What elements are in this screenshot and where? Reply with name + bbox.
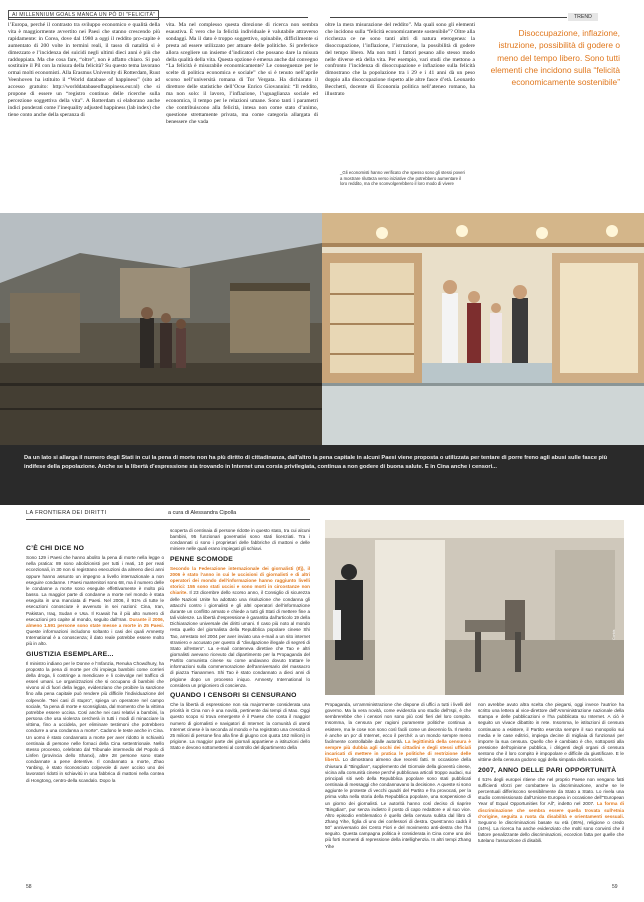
section-tag-trend: TREND: [568, 13, 598, 21]
header-rule-right: [330, 17, 567, 18]
paragraph: Il 51% degli europei ritiene che nel proprio Paese non vengano fatti sufficienti sforzi per combattere la discriminazione, anche se le percentuali differiscono sensibilmente da Stato a Stato. Lo rivela una studio commissionato dall’Unione Europea in occasione dell’“European Year of Equal Opportunities for All”, indetto nel 2007.: [478, 776, 624, 807]
section-banner: [0, 445, 644, 505]
section-rule: [26, 519, 310, 520]
highlight-text: La legittimità della censura è sempre più dubbia agli occhi dei cittadini e degli stessi ufficiali incaricati di mettere in pratica le politiche di restrizione delle libertà.: [325, 738, 471, 763]
banner-text: Da un lato si allarga il numero degli Stati in cui la pena di morte non ha più diritto di cittadinanza, dall’altro la pena capitale in alcuni Paesi viene proposta o utilizzata per tentare di porre freno agli abusi sulle fasce più indifese della popolazione. Anche se la libertà d’espressione sta trovando in Internet una corsia privilegiata, continua a non godere di buona salute. E in Cina anche i censori...: [24, 455, 608, 470]
body-column-4: [478, 702, 624, 844]
section-title: LA FRONTIERA DEI DIRITTI: [26, 510, 107, 516]
paragraph: Propaganda, un’amministrazione che dispone di uffici a tutti i livelli del governo. Ma la vera novità, come evidenzia uno studio dell’Ispi, è che sembrerebbe che i censori non sono più così fieri del loro compito. Insomma, la censura per ragioni puramente politiche continua a esistere, ma le cose non sono così facili come un decennio fa. Il merito è anche un po’ di Internet, ecco il perché: a un mondo sempre meno facilmente controllabile dalle autorità.: [325, 702, 471, 744]
photo-caption: _Gli economisti hanno verificato che spesso sono gli stessi poveri a mostrare rilutteza verso iniziative che potrebbero aumentare il loro reddito, ma che sconvolgerebbero il loro modo di vivere: [340, 170, 465, 187]
pull-quote: Disoccupazione, inflazione, istruzione, possibilità di godere o meno del tempo libero. Sono tutti elementi che incidono sulla “felicità economicamente sostenibile”: [490, 28, 620, 88]
header-rule-left: [8, 17, 308, 18]
paragraph: Queste informazioni includono soltanto i casi dei quali Amnesty International è a conoscenza; il dato reale potrebbe essere molto più in alto.: [26, 629, 164, 647]
subheading-pari-opportunita: 2007, ANNO DELLE PARI OPPORTUNITÀ: [478, 766, 617, 774]
body-column-2: [170, 528, 310, 751]
paragraph: scoperta di centinaia di persone ridotte in questo stato, tra cui alcuni bambini, 95 funzionari governativi sono stati licenziati. Tra i condannati ci sono i proprietari delle fabbriche di mattoni e delle miniere nelle quali erano impiegati gli schiavi.: [170, 528, 310, 552]
photo-strip: [0, 213, 644, 445]
subheading-giustizia: GIUSTIZIA ESEMPLARE...: [26, 650, 114, 658]
article-column-1: l’Europa, perché il contrasto tra sviluppo economico e qualità della vita è maggiormente avvertito nei Paesi che stanno crescendo più rapidamente: in Corea, dove dal 1980 a oggi il reddito pro-capite è aumentato di 200 volte in termini reali, il tasso di natalità si è dimezzato e l’incidenza dei suicidi negli ultimi dieci anni è più che raddoppiata. Ma che cosa fare, “oltre”, non è affatto chiaro. Si può sostituire il Pil con la misura della felicità? Su questo tema lavorano ormai molti economisti. Alla Erasmus University di Rotterdam, Ruut Veenhoven ha istituito il “World database of happiness” (sito ad accesso gratuito: http://worlddatabaseofhappiness.eur.nl) che si propone di essere un “registro continuo delle ricerche sulla percezione soggettiva della vita”. A Rotterdam si elaborano anche indici ponderati come l’inequality adjusted happiness (lab index) che tiene conto anche della speranza di: [8, 22, 160, 118]
page-number-right: 59: [612, 884, 618, 890]
article-column-3: oltre la mera misurazione del reddito”. Ma quali sono gli elementi che incidono sulla “felicità economicamente sostenibile”? Oltre alla ricchezza ce ne sono tanti altri di natura eterogenea: la disoccupazione, l’inflazione, l’istruzione, la possibilità di godere del tempo libero. Ma non tutti i fattori pesano allo stesso modo nelle diverse età della vita. Per esempio, vari studi che mettono a confronto l’incidenza di disoccupazione e inflazione sulla felicità dimostrano che la popolazione tra i 29 e i 41 anni dà un peso doppio alla disoccupazione rispetto alle altre fasce d’età. Leonardo Becchetti, docente di Economia politica nell’ateneo romano, ha illustrato: [325, 22, 475, 98]
paragraph: Sono 129 i Paesi che hanno abolito la pena di morte nella legge o nella pratica: 89 sono abolizionisti per tutti i reati, 10 per reati eccezionali, in 30 non si registrano esecuzioni da almeno dieci anni oppure hanno assunto un impegno a livello internazionale a non eseguire condanne. I Paesi mantenitori sono 68, ma il numero delle le condanne a morte sono eseguite effettivamente è molto più basso. La maggior parte di condanne a morte nel mondo è stata eseguita in una manciata di Paesi. Nel 2006, il 91% di tutte le esecuzioni conosciute è avvenuto in sei nazioni: Cina, Iran, Pakistan, Iraq, Sudan e Usa. Il Kuwait ha il più alto numero di esecuzioni pro capite al mondo, seguito dall’Iran.: [26, 555, 164, 622]
paragraph: non avrebbe avuto altra scelta che piegarsi, oggi invece l’autrice ha scritto una lettera al vice-direttore dell’Amministrazione nazionale della stampa e delle pubblicazioni e l’ha pubblicata su Internet. A ciò è seguito un vivace dibattito in rete. Insomma, le istituzioni di censura continuano a esistere, il Partito esercita sempre il suo monopolio sui media e le case editrici, impiega decine di migliaia di funzionari per imporre la sua censura. Quello che è cambiato è che, sottoposti alla pressione dell’opinione pubblica, i dirigenti degli organi di censura sentono che il loro compito è impopolare e difficile da giustificare. E le vittime della censura godono oggi della simpatia della società.: [478, 702, 624, 763]
paragraph: Seguono le discriminazioni basate su età (46%), religione o credo (44%). La ricerca ha anche evidenziato che molti sono convinti che il fattore penalizzante dello discriminazioni, eccezion fatta per quelle che tutelano l’assunzione di disabili.: [478, 819, 624, 844]
subheading-censori: QUANDO I CENSORI SI CENSURANO: [170, 691, 297, 699]
paragraph: Il 23 dicembre dello scorso anno, il Consiglio di sicurezza delle Nazioni Unite ha adottato una risoluzione che condanna gli attacchi contro i giornalisti e gli altri operatori dell’informazione durante un conflitto armato e chiede a tutti gli Stati di mettere fine a tali violenze. La libertà d’espressione è garantita dall’articolo 19 della Dichiarazione universale dei diritti umani. Il caso più noto al mondo resta quello del giornalista della Repubblica popolare cinese Shi Tao, arrestato nel 2004 per aver inviato una e-mail a un sito internet straniero e accusato per questo di “divulgazione illegale di segreti di Stato all’estero”. La e-mail conteneva direttive che Tao e altri giornalisti avevano ricevuto dal dipartimento per la Propaganda del Partito comunista cinese su come andavano dovuto trattare le informazioni sulla commemorazione dell’anniversario del massacro di piazza Tiananmen. Shi Tao è stato condannato a dieci anni di prigione dopo un processo iniquo. Amnesty International lo considera un prigioniero di coscienza.: [170, 590, 310, 688]
photo-family-shop: [322, 213, 644, 445]
photo-family-shanty: [0, 213, 322, 445]
paragraph: Il ministro indiano per le Donne e l’Infanzia, Renuka Chowdhury, ha proposto la pena di morte per chi impiega bambini come corrieri della droga, li costringe a mendicare e li coinvolge nel traffico di esseri umani. Le organizzazioni che si occupano di bambini che vivono al di fuori della legge, evidenziano che proibire la sanzione fino alla pena capitale può rendere più difficile l’individuazione del colpevole. “Nei casi di stupro”, spiega un operatore nel campo sociale, “la pena di morte e sconsigliata, dal momento che la vittima potrebbe essere uccisa. Così anche nei casi relativi a bambini, la persona che usa violenza cercherà in tutti i modi di minacciare la vittima, fino a uccidela, per eliminare testimoni che potrebbero condurre a una condanna a morte”. Cadono le teste anche in Cina. Un uomo è stato condannato a morte per aver ridotto in schiavitù centinaia di persone nelle fornaci della Cina settentrionale. Nello stesso processo, celebrato dal Tribunale intermedio del Popolo di Linfen (provincia dello Shanxi), altre 28 persone sono state condannate a pene detentive. Il condannato a morte, Zhao Yanbing, è stato riconosciuto colpevole di aver ucciso uno dei lavoratori ridotti in schiavitù in una fabbrica di mattoni nella contea di Hongtong, centro-della scandalo. Dopo la: [26, 660, 164, 783]
subheading-penne-scomode: PENNE SCOMODE: [170, 555, 234, 563]
highlight-text: Secondo la Federazione internazionale dei giornalisti (Ifj), il 2006 è stato l’anno in cui le uccisioni di giornalisti e di altri operatori dei mondo dell’informazione hanno raggiunto livelli storici: 155 sono stati uccisi e sono morti in circostanze non chiarite.: [170, 565, 310, 596]
section-byline: a cura di Alessandra Cipolla: [168, 510, 237, 516]
subheading-chi-dice-no: C’È CHI DICE NO: [26, 545, 85, 552]
paragraph: Che la libertà di espressione non sia majormente considerata una priorità in Cina non è una novità, pertinente dai tempi di Mao. Oggi questo scopo si trova emergente è il Paese che conta il maggior numero di giornalisti e navigatori di Internet: la comunità di utenti Internet cinese è la seconda al mondo e ha registrato una crescita di 25 milioni di persone fino alla fine di giugno con quota 162 milioni) in prigione. La maggior parte dei giornali appartiene a istituzioni dello Stato e devono sottomettersi al controllo del dipartimento della: [170, 702, 310, 751]
article-header-tag: AI MILLENNIUM GOALS MANCA UN PÒ DI "FELICITÀ": [8, 10, 159, 20]
highlight-text: Durante il 2006, almeno 1.591 persone sono state messe a morte in 25 Paesi.: [26, 616, 164, 628]
body-column-3: [325, 702, 471, 850]
highlight-text: La forma di discriminazione che sembra essere quella trovata sull’etnia d’origine, seguita a ruota da disabilità e orientamenti sessuali.: [478, 801, 624, 819]
photo-execution-room: [325, 520, 624, 695]
page-number-left: 58: [26, 884, 32, 890]
photo-credit: Corbis: [612, 629, 616, 640]
body-column-1: [26, 542, 164, 784]
paragraph: Lo dimostrano almeno due recenti fatti. In occasione della chiusura di “Bingdian”, supplemento del Giornale della gioventù cinese, vicina alla comunità cinese perché pubblicava articoli troppo audaci, sui principali siti web della Repubblica popolare sono stati pubblicati centinaia di messaggi che condannavano la decisione. A queste si sono aggiunte le proteste di vecchi quadri del Partito e fra provocati, per la prima volta nella storia della Repubblica popolare, una sospensione di un giorno dei giornalisti. Le autorità hanno così deciso di riaprire “Bingdian”, pur senza indietro il posto di capo redattore e al suo vice. Altro episodio emblematico è quello della censura subita dal libro di Zhang Yihe, figlia di uno dei confessori di destra. Quest’anno cadrà il 50° anniversario dei Cento Fiori e del movimento anti-destra che l’ha seguito. Questa campagna politica è considerata in Cina come uno dei più forti momenti di repressione della intellighenzia. In altri tempi Zhang Yihe: [325, 757, 472, 849]
article-column-2: vita. Ma nel complesso questa direzione di ricerca non sembra esaustiva. È vero che la felicità individuale è valutabile attraverso sondaggi. Ma il dato è troppo soggettivo, opinabile, difficilmente si presta ad essere utilizzato per attuare delle politiche. Si preferisce allora scegliere un insieme d’indicatori che possano dare la misura della qualità della vita. Questa opzione è emersa anche dal convegno “La felicità è misurabile economicamente? Le conseguenze per le scelte di politica economica e sociale” che si è tenuto nell’aprile scorso nell’università romana di Tor Vergata. Ha dichiarato il direttore delle statistiche dell’Ocse Enrico Giovannini: “Il reddito, ma non solo: il lavoro, l’inflazione, l’uguaglianza sociale ed economica, il tempo per le relazioni umane. Sono tanti i parametri che contribuiscono alla felicità, intesa non come stato d’animo, questione strettamente privata, ma come categoria allargata di benessere che vada: [166, 22, 318, 125]
